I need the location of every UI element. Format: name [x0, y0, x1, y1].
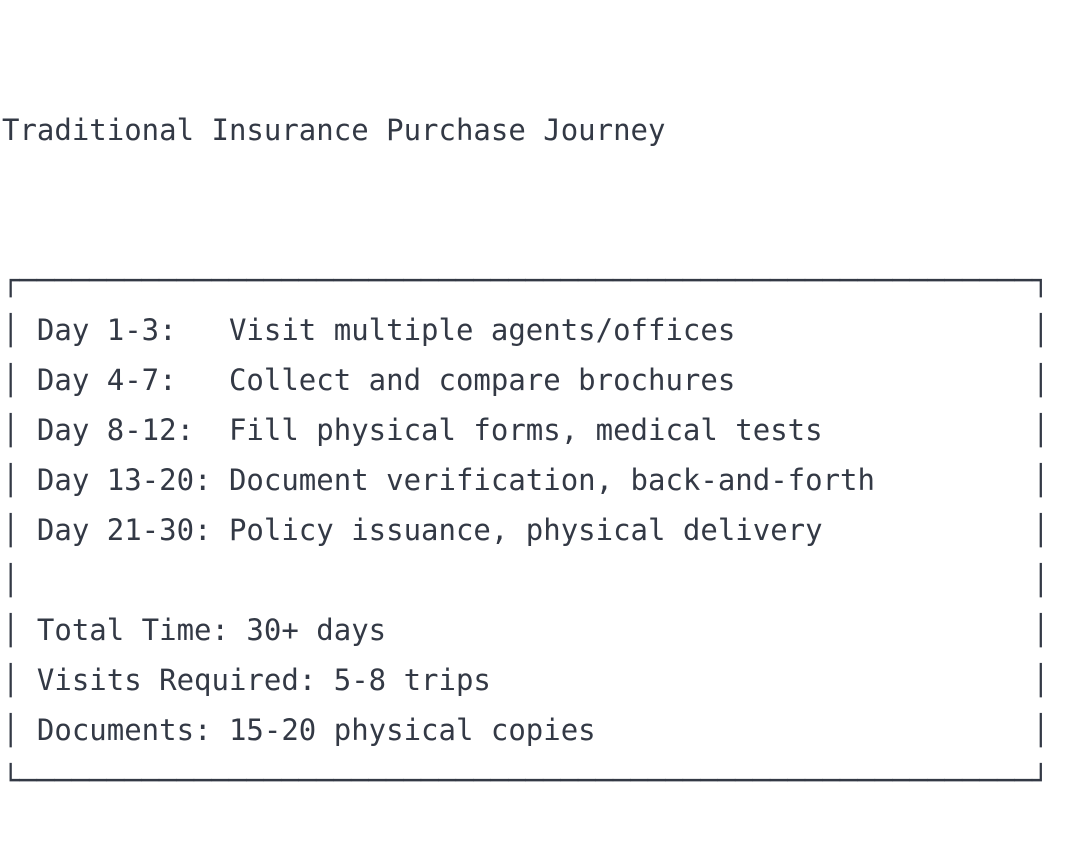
box-border-top: ┌──────────────────────────────────────────────────────────┐ — [2, 263, 1050, 297]
timeline-row: │ Day 4-7: Collect and compare brochures │ — [2, 363, 1050, 397]
timeline-row: │ Day 8-12: Fill physical forms, medical tests │ — [2, 413, 1050, 447]
journey-box — [2, 255, 1066, 805]
timeline-row: │ Day 21-30: Policy issuance, physical delivery │ — [2, 513, 1050, 547]
timeline-row: │ Day 1-3: Visit multiple agents/offices │ — [2, 313, 1050, 347]
summary-row: │ Visits Required: 5-8 trips │ — [2, 663, 1050, 697]
spacer-row: │ │ — [2, 563, 1050, 597]
page-title: Traditional Insurance Purchase Journey — [2, 113, 666, 147]
summary-row: │ Documents: 15-20 physical copies │ — [2, 713, 1050, 747]
summary-row: │ Total Time: 30+ days │ — [2, 613, 1050, 647]
box-border-bottom: └──────────────────────────────────────────────────────────┘ — [2, 763, 1050, 797]
timeline-row: │ Day 13-20: Document verification, back-and-forth │ — [2, 463, 1050, 497]
